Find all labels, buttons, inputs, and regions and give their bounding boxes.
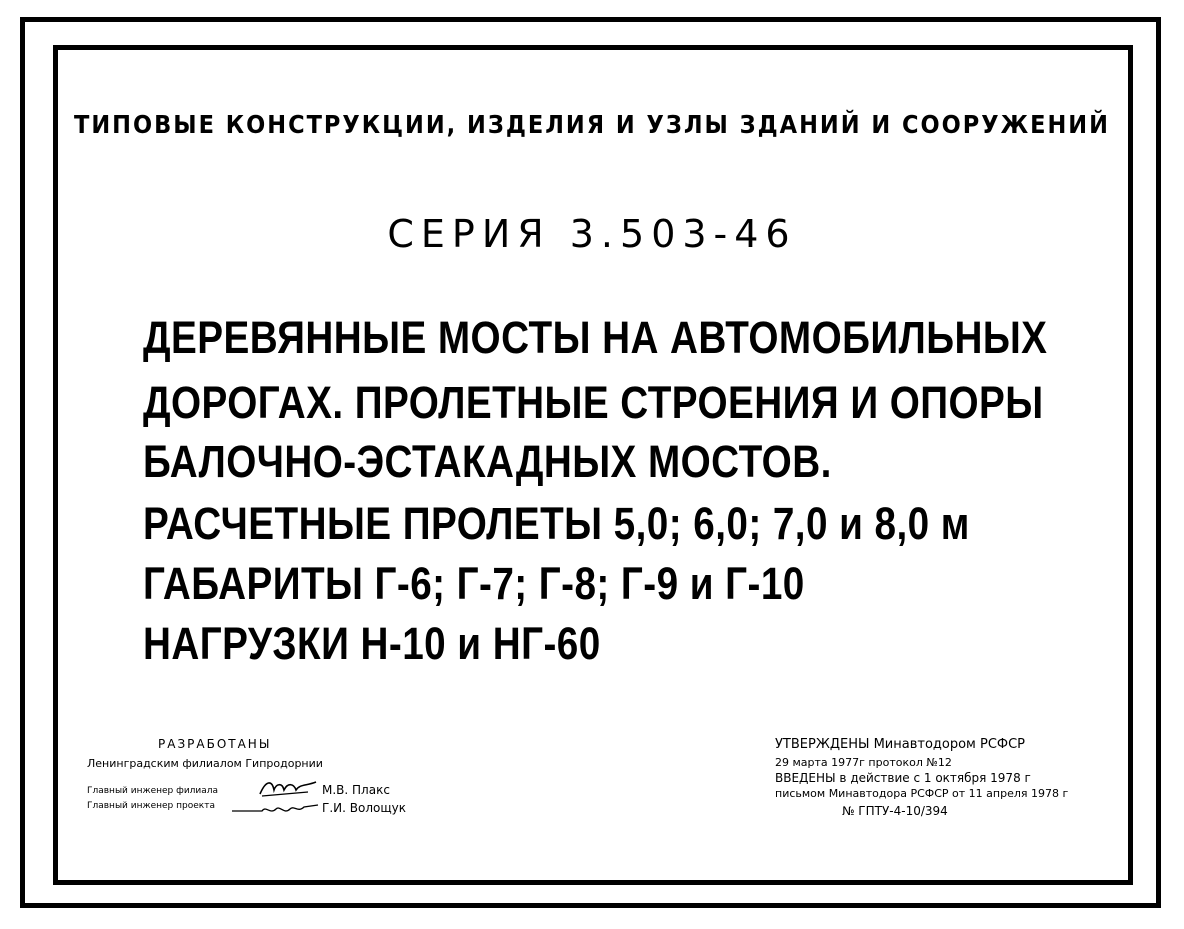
chief-branch-label: Главный инженер филиала	[87, 786, 219, 796]
title-line-4: РАСЧЕТНЫЕ ПРОЛЕТЫ 5,0; 6,0; 7,0 и 8,0 м	[143, 498, 970, 549]
title-line-2: ДОРОГАХ. ПРОЛЕТНЫЕ СТРОЕНИЯ И ОПОРЫ	[143, 377, 1044, 428]
title-line-6: НАГРУЗКИ Н-10 и НГ-60	[143, 618, 601, 669]
title-line-5: ГАБАРИТЫ Г-6; Г-7; Г-8; Г-9 и Г-10	[143, 558, 805, 609]
developers-org: Ленинградским филиалом Гипродорнии	[87, 757, 323, 770]
chief-branch-name: М.В. Плакс	[322, 783, 390, 797]
approval-line-3: ВВЕДЕНЫ в действие с 1 октября 1978 г	[775, 771, 1031, 785]
approval-line-5: № ГПТУ-4-10/394	[842, 804, 948, 818]
signature-voloshchuk	[232, 803, 322, 817]
approval-line-2: 29 марта 1977г протокол №12	[775, 756, 952, 769]
title-line-1: ДЕРЕВЯННЫЕ МОСТЫ НА АВТОМОБИЛЬНЫХ	[143, 312, 1048, 363]
chief-project-name: Г.И. Волощук	[322, 801, 406, 815]
title-line-3: БАЛОЧНО-ЭСТАКАДНЫХ МОСТОВ.	[143, 436, 832, 487]
developers-heading: РАЗРАБОТАНЫ	[158, 737, 272, 751]
series-number: СЕРИЯ 3.503-46	[387, 212, 797, 256]
approval-line-1: УТВЕРЖДЕНЫ Минавтодором РСФСР	[775, 737, 1026, 752]
signature-plaks	[258, 776, 320, 800]
chief-project-label: Главный инженер проекта	[87, 801, 215, 811]
header-line: ТИПОВЫЕ КОНСТРУКЦИИ, ИЗДЕЛИЯ И УЗЛЫ ЗДАНИЙ И СООРУЖЕНИЙ	[74, 110, 1110, 139]
approval-line-4: письмом Минавтодора РСФСР от 11 апреля 1978 г	[775, 787, 1069, 800]
